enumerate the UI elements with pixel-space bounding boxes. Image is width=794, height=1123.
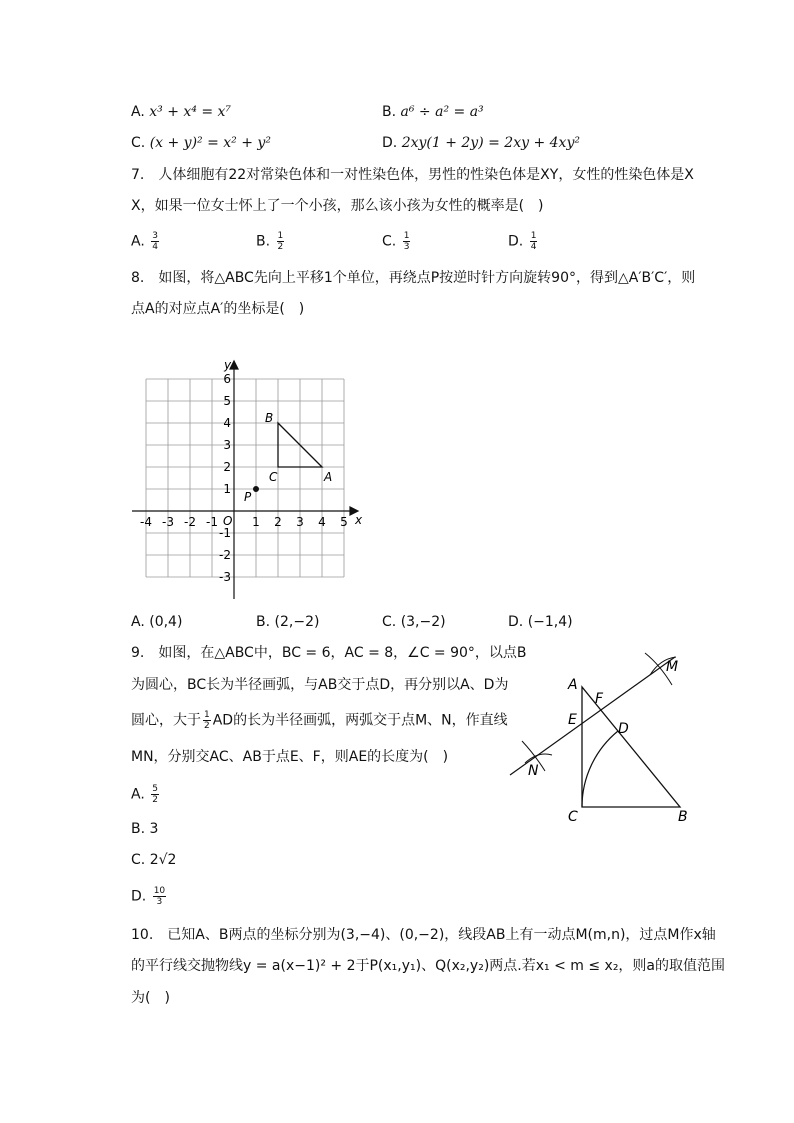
text-segment: AD的长为半径画弧，两弧交于点M、N，作直线 bbox=[212, 712, 508, 729]
option-fraction: $\frac{1}{2}$ bbox=[277, 231, 284, 252]
y-tick: 1 bbox=[223, 482, 231, 496]
q6-option-d[interactable] bbox=[382, 133, 580, 153]
y-tick-labels bbox=[219, 372, 231, 584]
q8-stem-line2: 点A的对应点A′的坐标是( ) bbox=[131, 301, 305, 317]
x-tick: 2 bbox=[274, 515, 282, 529]
option-text: 2√2 bbox=[149, 852, 177, 868]
q9-option-b[interactable] bbox=[131, 819, 158, 839]
q10-stem-line2: 的平行线交抛物线y = a(x−1)² + 2于P(x₁,y₁)、Q(x₂,y₂)两点.若x₁ < m ≤ x₂，则a的取值范围 bbox=[131, 958, 726, 974]
label-b: B bbox=[265, 411, 274, 425]
x-tick: 1 bbox=[252, 515, 260, 529]
y-tick: 3 bbox=[223, 438, 231, 452]
option-text: (0,4) bbox=[149, 614, 183, 630]
q8-option-d[interactable] bbox=[508, 612, 573, 632]
q6-option-a[interactable] bbox=[131, 102, 231, 122]
option-label: C. bbox=[382, 614, 397, 630]
q9-stem-line3 bbox=[131, 710, 508, 731]
arc-cd bbox=[582, 731, 618, 807]
q8-coordinate-figure bbox=[128, 355, 368, 605]
x-tick: 3 bbox=[296, 515, 304, 529]
q7-stem-line2: X，如果一位女士怀上了一个小孩，那么该小孩为女性的概率是( ) bbox=[131, 198, 544, 214]
text-segment: 圆心，大于 bbox=[131, 712, 201, 729]
q8-option-c[interactable] bbox=[382, 612, 446, 632]
option-fraction: $\frac{1}{4}$ bbox=[530, 231, 537, 252]
x-tick: -4 bbox=[140, 515, 152, 529]
option-label: A. bbox=[131, 233, 145, 250]
label-d: D bbox=[618, 721, 629, 737]
q10-stem-line3: 为( ) bbox=[131, 990, 170, 1006]
option-label: A. bbox=[131, 786, 145, 803]
x-tick-labels bbox=[140, 515, 348, 529]
q9-construction-figure bbox=[500, 645, 710, 830]
q9-option-a[interactable] bbox=[131, 784, 161, 805]
q10-stem-line1: 10. 已知A、B两点的坐标分别为(3,−4)、(0,−2)，线段AB上有一动点M(m,n)，过点M作x轴 bbox=[131, 927, 716, 943]
option-label: D. bbox=[508, 233, 524, 250]
q9-option-d[interactable] bbox=[131, 886, 168, 907]
y-tick: -3 bbox=[219, 570, 231, 584]
label-a: A bbox=[324, 470, 333, 484]
option-label: B. bbox=[131, 821, 146, 837]
x-tick: -1 bbox=[206, 515, 218, 529]
y-tick: 5 bbox=[223, 394, 231, 408]
label-p: P bbox=[244, 490, 252, 504]
label-n: N bbox=[528, 763, 539, 779]
option-label: C. bbox=[131, 135, 146, 151]
option-text: a⁶ ÷ a² = a³ bbox=[400, 104, 484, 120]
label-b: B bbox=[678, 809, 688, 825]
option-label: C. bbox=[131, 852, 146, 868]
q7-option-b[interactable] bbox=[256, 231, 286, 252]
option-text: (x + y)² = x² + y² bbox=[149, 135, 271, 151]
x-tick: -3 bbox=[162, 515, 174, 529]
option-text: 3 bbox=[149, 821, 159, 837]
q6-option-b[interactable] bbox=[382, 102, 484, 122]
vertex-labels bbox=[528, 659, 688, 825]
option-label: A. bbox=[131, 614, 145, 630]
option-label: D. bbox=[131, 888, 147, 905]
q9-stem-line2: 为圆心，BC长为半径画弧，与AB交于点D，再分别以A、D为 bbox=[131, 677, 509, 693]
y-tick: 6 bbox=[223, 372, 231, 386]
label-m: M bbox=[666, 659, 679, 675]
y-tick: 4 bbox=[223, 416, 231, 430]
option-text: (−1,4) bbox=[527, 614, 573, 630]
origin-label: O bbox=[223, 514, 233, 528]
q9-stem-line1: 9. 如图，在△ABC中，BC = 6，AC = 8，∠C = 90°，以点B bbox=[131, 645, 527, 661]
option-text: x³ + x⁴ = x⁷ bbox=[149, 104, 232, 120]
option-label: C. bbox=[382, 233, 397, 250]
q7-option-d[interactable] bbox=[508, 231, 539, 252]
q8-stem-line1: 8. 如图，将△ABC先向上平移1个单位，再绕点P按逆时针方向旋转90°，得到△A′B′C′，则 bbox=[131, 270, 696, 286]
label-c: C bbox=[568, 809, 578, 825]
y-tick: 2 bbox=[223, 460, 231, 474]
y-tick: -2 bbox=[219, 548, 231, 562]
x-tick: -2 bbox=[184, 515, 196, 529]
x-tick: 5 bbox=[340, 515, 348, 529]
q9-option-c[interactable] bbox=[131, 850, 176, 870]
q7-option-a[interactable] bbox=[131, 231, 161, 252]
point-p bbox=[253, 486, 259, 492]
option-fraction: $\frac{5}{2}$ bbox=[152, 784, 158, 805]
option-label: B. bbox=[256, 233, 271, 250]
y-axis-label: y bbox=[224, 358, 232, 372]
q6-option-c[interactable] bbox=[131, 133, 271, 153]
x-tick: 4 bbox=[318, 515, 326, 529]
label-f: F bbox=[595, 691, 604, 707]
option-label: D. bbox=[508, 614, 524, 630]
half-fraction: $\frac{1}{2}$ bbox=[204, 710, 210, 731]
q8-option-b[interactable] bbox=[256, 612, 319, 632]
grid bbox=[146, 379, 344, 577]
option-label: A. bbox=[131, 104, 145, 120]
q7-stem-line1: 7. 人体细胞有22对常染色体和一对性染色体，男性的性染色体是XY，女性的性染色体是X bbox=[131, 167, 694, 183]
label-e: E bbox=[568, 712, 577, 728]
label-c: C bbox=[269, 470, 278, 484]
option-text: (2,−2) bbox=[274, 614, 320, 630]
q7-option-c[interactable] bbox=[382, 231, 412, 252]
option-fraction: $\frac{3}{4}$ bbox=[152, 231, 158, 252]
option-text: 2xy(1 + 2y) = 2xy + 4xy² bbox=[401, 135, 580, 151]
option-label: B. bbox=[256, 614, 271, 630]
label-a: A bbox=[568, 677, 578, 693]
option-text: (3,−2) bbox=[400, 614, 446, 630]
option-label: B. bbox=[382, 104, 397, 120]
x-axis-label: x bbox=[355, 513, 363, 527]
q9-stem-line4: MN，分别交AC、AB于点E、F，则AE的长度为( ) bbox=[131, 749, 449, 765]
option-fraction: $\frac{10}{3}$ bbox=[153, 886, 166, 907]
option-fraction: $\frac{1}{3}$ bbox=[403, 231, 410, 252]
y-tick: -1 bbox=[219, 526, 231, 540]
q8-option-a[interactable] bbox=[131, 612, 182, 632]
option-label: D. bbox=[382, 135, 398, 151]
